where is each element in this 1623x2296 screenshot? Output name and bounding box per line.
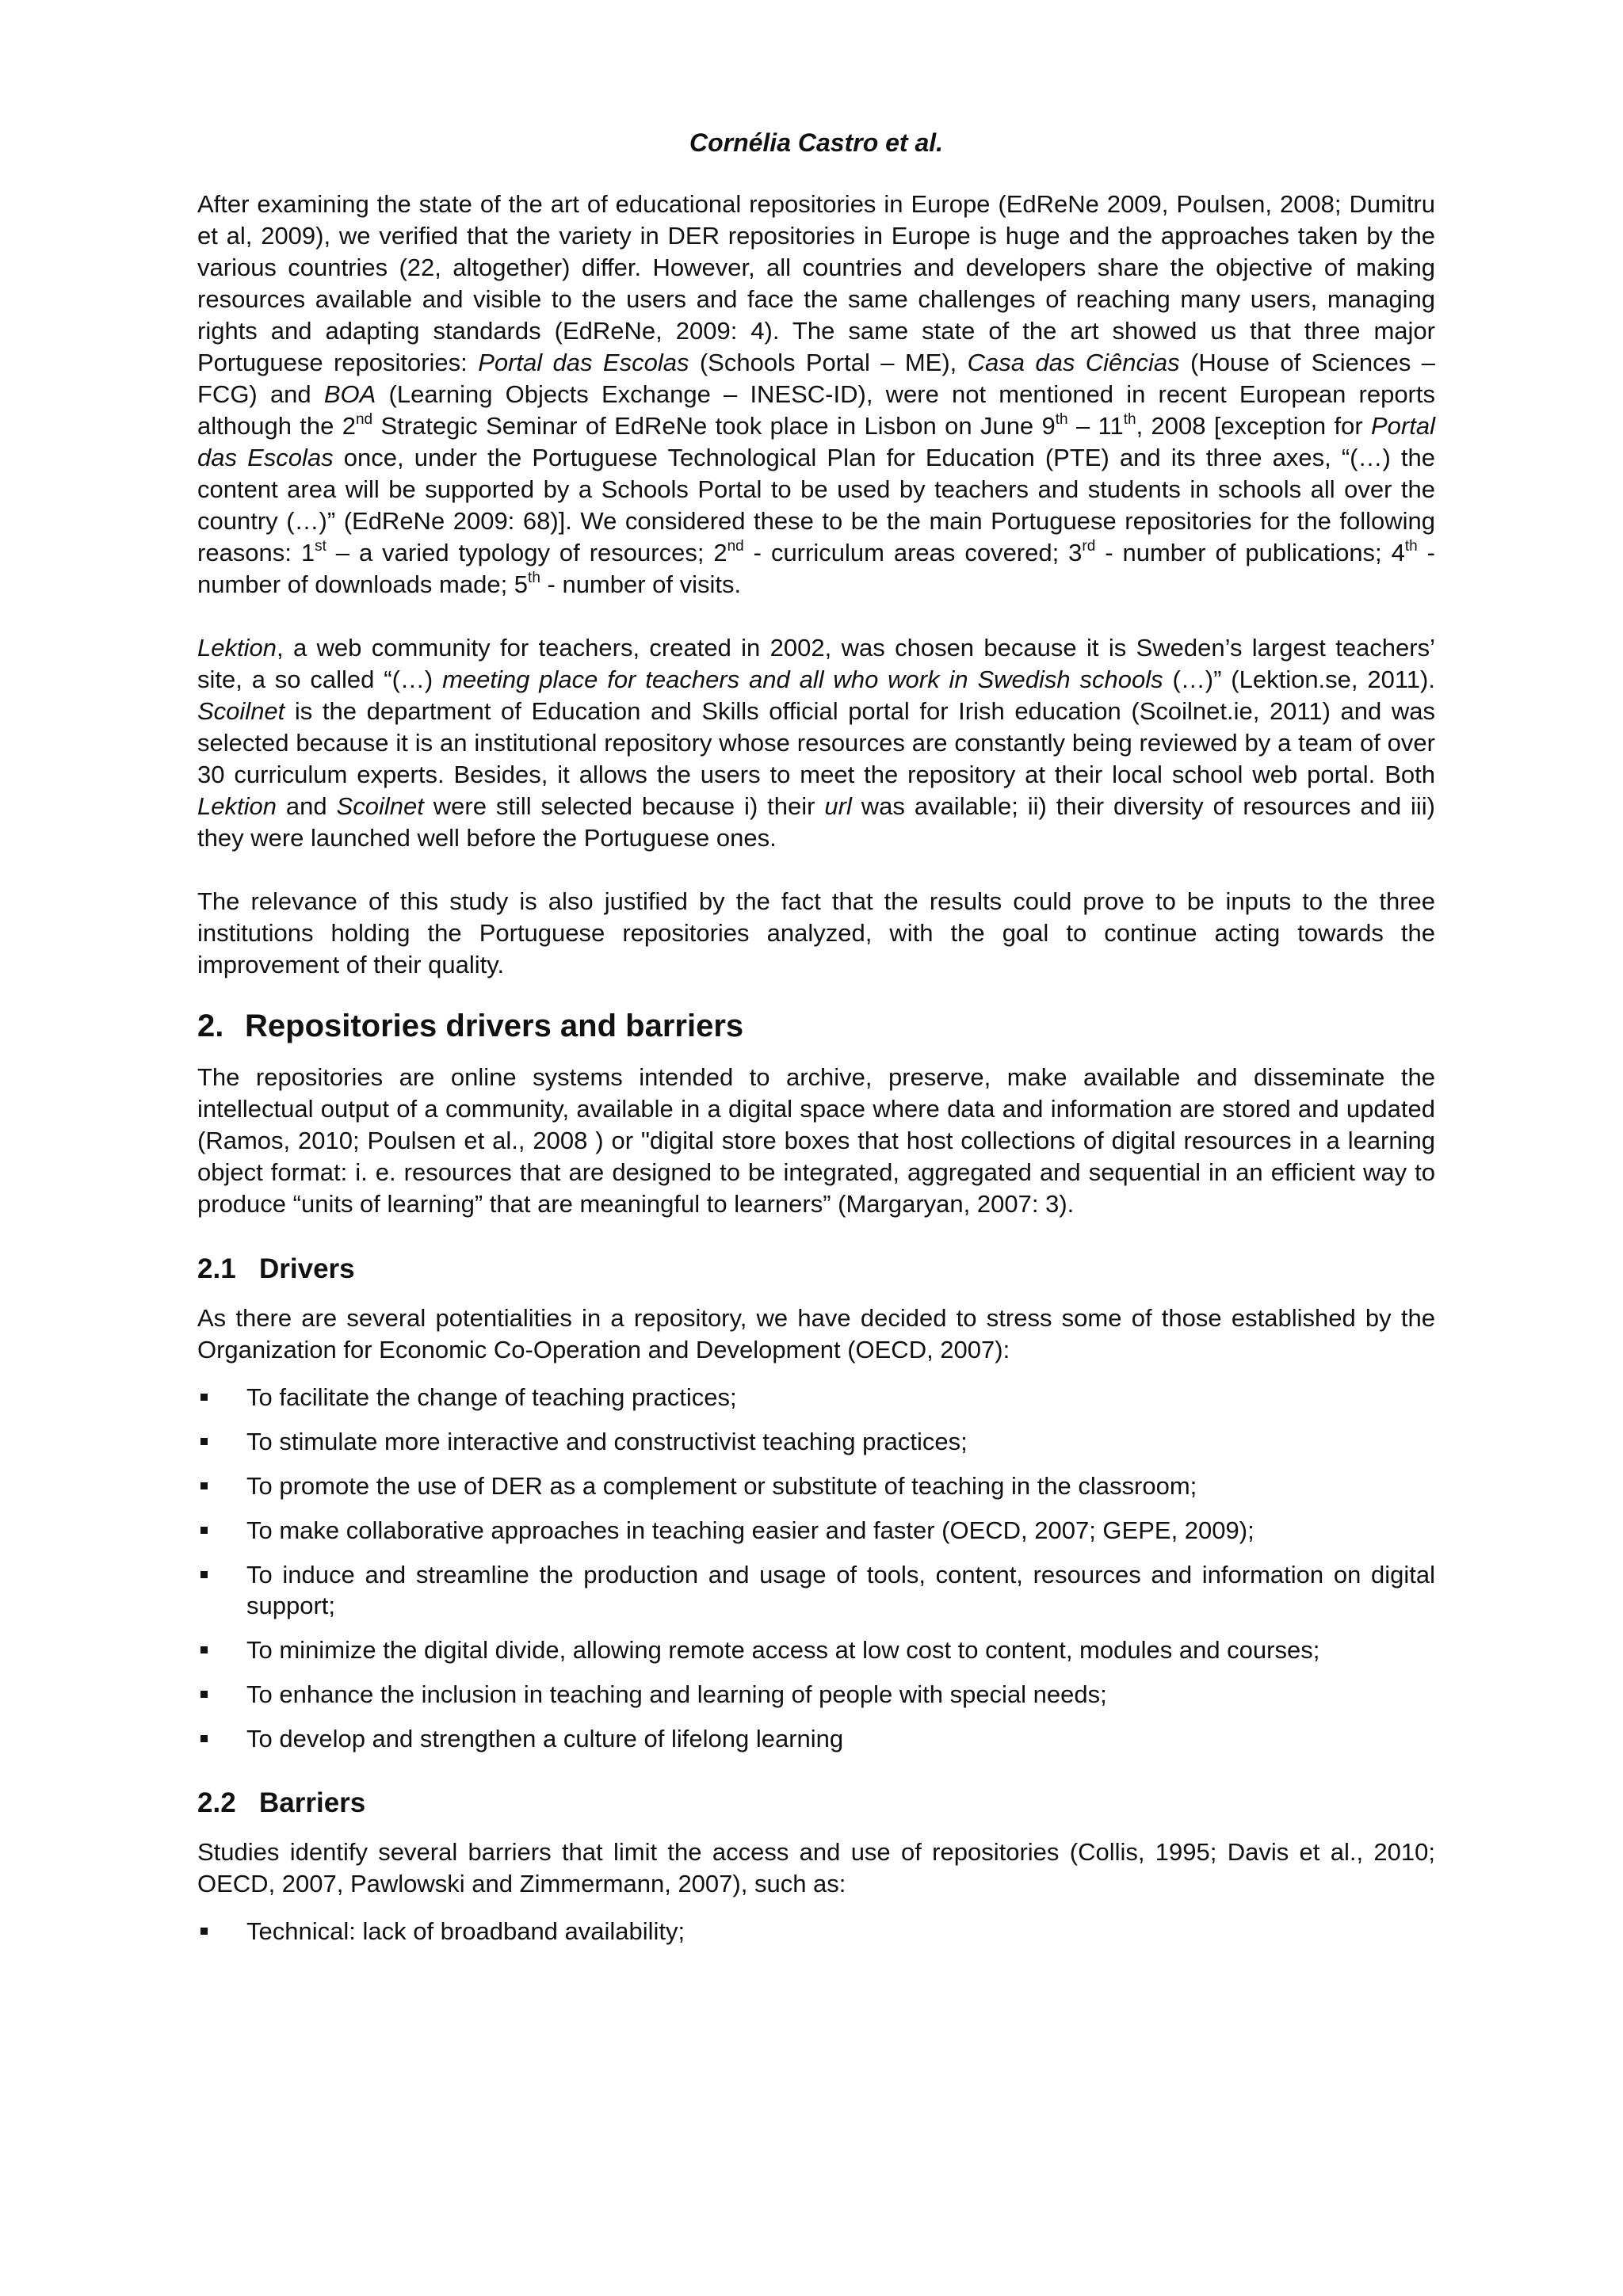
square-bullet-icon [200, 1735, 208, 1742]
square-bullet-icon [200, 1394, 208, 1401]
square-bullet-icon [200, 1482, 208, 1489]
italic-term: Casa das Ciências [967, 349, 1180, 376]
paragraph-lektion-scoilnet: Lektion, a web community for teachers, created in 2002, was chosen because it is Sweden’s largest teachers’ site, a so called “(…) meeting place for teachers and all who work in Swedish schools (…)” (Lektion.se, 2011). Scoilnet is the department of Education and Skills official portal for Irish education (Scoilnet.ie, 2011) and was selected because it is an institutional repository whose resources are constantly being reviewed by a team of over 30 curriculum experts. Besides, it allows the users to meet the repository at their local school web portal. Both Lektion and Scoilnet were still selected because i) their url was available; ii) their diversity of resources and iii) they were launched well before the Portuguese ones. [197, 634, 1435, 852]
ordinal-suffix: th [1123, 411, 1136, 428]
square-bullet-icon [200, 1646, 208, 1653]
italic-quote: meeting place for teachers and all who work in Swedish schools [442, 666, 1163, 693]
italic-term: Scoilnet [197, 697, 285, 725]
section-heading-2-1 [197, 1252, 1435, 1287]
section-number: 2.1 [197, 1253, 236, 1284]
section-heading-2-2 [197, 1786, 1435, 1821]
square-bullet-icon [200, 1571, 208, 1578]
list-item: To facilitate the change of teaching practices; [197, 1382, 1435, 1413]
section-title: Repositories drivers and barriers [245, 1009, 744, 1043]
drivers-list [197, 1382, 1435, 1754]
italic-term: Portal das Escolas [478, 349, 689, 376]
section-heading-2 [197, 1006, 1435, 1046]
paragraph-repositories: The repositories are online systems intended to archive, preserve, make available and disseminate the intellectual output of a community, available in a digital space where data and information are stored and updated (Ramos, 2010; Poulsen et al., 2008 ) or "digital store boxes that host collections of digital resources in a learning object format: i. e. resources that are designed to be integrated, aggregated and sequential in an efficient way to produce “units of learning” that are meaningful to learners” (Margaryan, 2007: 3). [197, 1063, 1435, 1218]
italic-term: BOA [323, 380, 376, 408]
square-bullet-icon [200, 1527, 208, 1534]
section-title: Barriers [259, 1787, 366, 1818]
ordinal-suffix: nd [355, 411, 373, 428]
barriers-list [197, 1916, 1435, 1947]
ordinal-suffix: nd [727, 538, 744, 555]
ordinal-suffix: th [1404, 538, 1418, 555]
paragraph-relevance: The relevance of this study is also justified by the fact that the results could prove to be inputs to the three institutions holding the Portuguese repositories analyzed, with the goal to continue acting towards the improvement of their quality. [197, 887, 1435, 978]
list-item: To develop and strengthen a culture of lifelong learning [197, 1723, 1435, 1754]
list-item: To minimize the digital divide, allowing remote access at low cost to content, modules and courses; [197, 1634, 1435, 1665]
italic-term: Scoilnet [336, 792, 424, 820]
italic-term: Portal das Escolas [197, 412, 1435, 471]
paragraph-state-of-art: After examining the state of the art of educational repositories in Europe (EdReNe 2009, Poulsen, 2008; Dumitru et al, 2009), we verified that the variety in DER repositories in Europe is huge and the approaches taken by the various countries (22, altogether) differ. However, all countries and developers share the objective of making resources available and visible to the users and face the same challenges of reaching many users, managing rights and adapting standards (EdReNe, 2009: 4). The same state of the art showed us that three major Portuguese repositories: Portal das Escolas (Schools Portal – ME), Casa das Ciências (House of Sciences – FCG) and BOA (Learning Objects Exchange – INESC-ID), were not mentioned in recent European reports although the 2nd Strategic Seminar of EdReNe took place in Lisbon on June 9th – 11th, 2008 [exception for Portal das Escolas once, under the Portuguese Technological Plan for Education (PTE) and its three axes, “(…) the content area will be supported by a Schools Portal to be used by teachers and students in schools all over the country (…)” (EdReNe 2009: 68)]. We considered these to be the main Portuguese repositories for the following reasons: 1st – a varied typology of resources; 2nd - curriculum areas covered; 3rd - number of publications; 4th - number of downloads made; 5th - number of visits. [197, 190, 1436, 598]
list-item: Technical: lack of broadband availability; [197, 1916, 1435, 1947]
section-title: Drivers [259, 1253, 355, 1284]
section-number: 2. [197, 1009, 224, 1043]
italic-term: Lektion [197, 634, 277, 662]
ordinal-suffix: th [528, 570, 540, 586]
square-bullet-icon [200, 1691, 208, 1698]
running-head: Cornélia Castro et al. [689, 128, 944, 157]
paragraph-drivers-intro: As there are several potentialities in a repository, we have decided to stress some of those established by the Organization for Economic Co-Operation and Development (OECD, 2007): [197, 1304, 1435, 1363]
ordinal-suffix: rd [1082, 538, 1096, 555]
paragraph-barriers-intro: Studies identify several barriers that limit the access and use of repositories (Collis, 1995; Davis et al., 2010; OECD, 2007, Pawlowski and Zimmermann, 2007), such as: [197, 1838, 1435, 1897]
ordinal-suffix: th [1055, 411, 1068, 428]
page-content [197, 127, 1435, 1978]
list-item: To stimulate more interactive and constructivist teaching practices; [197, 1426, 1435, 1457]
list-item: To make collaborative approaches in teaching easier and faster (OECD, 2007; GEPE, 2009); [197, 1515, 1435, 1546]
italic-term: url [824, 792, 852, 820]
list-item: To enhance the inclusion in teaching and learning of people with special needs; [197, 1679, 1435, 1710]
square-bullet-icon [200, 1438, 208, 1445]
ordinal-suffix: st [315, 538, 327, 555]
italic-term: Lektion [197, 792, 277, 820]
section-number: 2.2 [197, 1787, 236, 1818]
list-item: To induce and streamline the production and usage of tools, content, resources and information on digital support; [197, 1559, 1435, 1621]
list-item: To promote the use of DER as a complement or substitute of teaching in the classroom; [197, 1470, 1435, 1501]
square-bullet-icon [200, 1928, 208, 1935]
